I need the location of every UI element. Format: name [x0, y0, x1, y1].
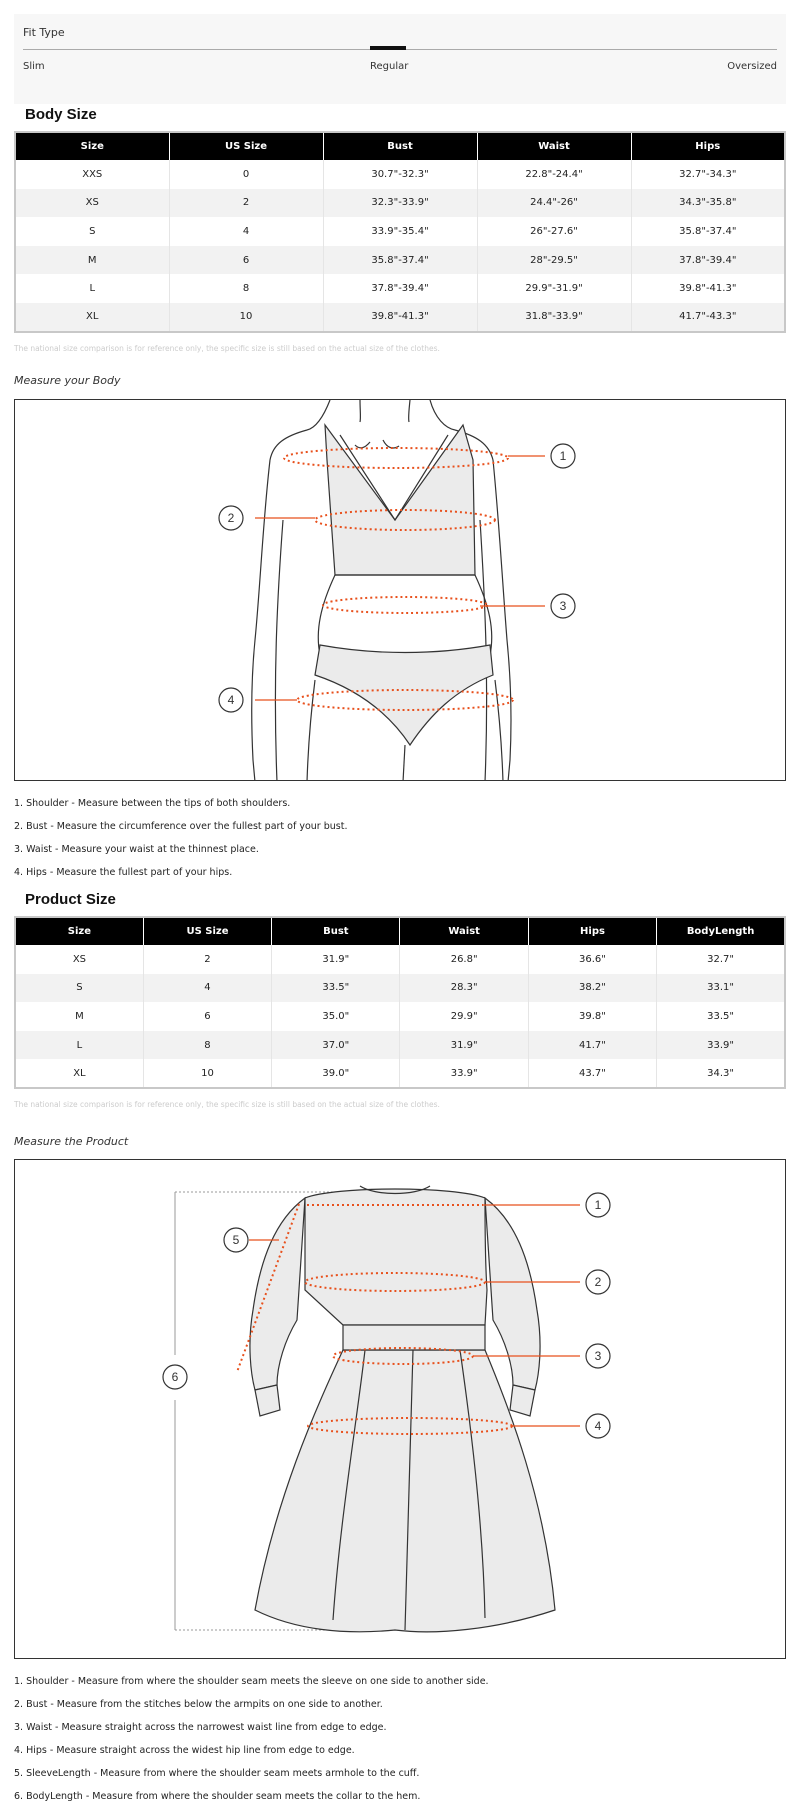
fit-type-indicator — [370, 46, 406, 50]
table-cell: 34.3" — [707, 1067, 734, 1079]
table-cell: 33.1" — [657, 974, 785, 1003]
measure-product-title: Measure the Product — [14, 1135, 129, 1148]
svg-text:4: 4 — [227, 693, 235, 707]
body-marker-4 — [219, 688, 243, 712]
column-header: Hips — [631, 132, 785, 160]
column-header: Bust — [323, 132, 477, 160]
body-instruction-4: 4. Hips - Measure the fullest part of your hips. — [14, 867, 233, 878]
table-row — [15, 217, 785, 246]
body-instruction-1: 1. Shoulder - Measure between the tips of both shoulders. — [14, 798, 291, 809]
product-marker-3 — [586, 1344, 610, 1368]
table-cell: 6 — [169, 246, 323, 275]
table-cell: 26.8" — [400, 945, 528, 974]
svg-text:2: 2 — [594, 1275, 602, 1289]
column-header: US Size — [169, 132, 323, 160]
product-instruction-2: 2. Bust - Measure from the stitches below the armpits on one side to another. — [14, 1699, 383, 1710]
table-cell: 41.7"-43.3" — [631, 303, 785, 332]
table-cell: 31.9" — [272, 945, 400, 974]
column-header: Hips — [528, 917, 656, 945]
table-cell: 28.3" — [400, 974, 528, 1003]
fit-type-title: Fit Type — [23, 26, 65, 39]
product-marker-1 — [586, 1193, 610, 1217]
product-marker-5 — [224, 1228, 248, 1252]
product-instruction-4: 4. Hips - Measure straight across the widest hip line from edge to edge. — [14, 1745, 355, 1756]
table-cell: 35.8"-37.4" — [679, 225, 737, 237]
table-cell: 43.7" — [528, 1059, 656, 1088]
body-size-table — [14, 131, 786, 333]
table-header-row — [15, 132, 785, 160]
table-cell: 33.9"-35.4" — [323, 217, 477, 246]
table-cell: 33.9" — [657, 1031, 785, 1060]
table-cell: M — [15, 1002, 143, 1031]
body-figure-illustration — [15, 400, 786, 781]
product-size-note: The national size comparison is for reference only, the specific size is still based on the actual size of the clothes. — [14, 1100, 440, 1109]
column-header: Bust — [272, 917, 400, 945]
product-size-table — [14, 916, 786, 1089]
table-row — [15, 189, 785, 218]
table-cell: 36.6" — [528, 945, 656, 974]
table-cell: 39.8"-41.3" — [679, 283, 737, 295]
body-instruction-2: 2. Bust - Measure the circumference over the fullest part of your bust. — [14, 821, 348, 832]
product-marker-2 — [586, 1270, 610, 1294]
table-cell: 35.8"-37.4" — [323, 246, 477, 275]
table-cell: L — [15, 274, 169, 303]
fit-label-slim: Slim — [23, 61, 45, 72]
product-diagram — [14, 1159, 786, 1659]
table-cell: 32.7" — [707, 953, 734, 965]
table-row — [15, 974, 785, 1003]
svg-text:4: 4 — [594, 1419, 602, 1433]
table-cell: 39.0" — [272, 1059, 400, 1088]
product-size-title: Product Size — [25, 891, 116, 908]
table-cell: 4 — [169, 217, 323, 246]
svg-text:5: 5 — [232, 1233, 240, 1247]
table-cell: 8 — [143, 1031, 271, 1060]
table-row — [15, 1059, 785, 1088]
body-diagram — [14, 399, 786, 781]
product-marker-4 — [586, 1414, 610, 1438]
body-size-note: The national size comparison is for reference only, the specific size is still based on the actual size of the clothes. — [14, 344, 440, 353]
table-row — [15, 160, 785, 189]
dress-illustration — [15, 1160, 786, 1659]
table-cell: XL — [15, 303, 169, 332]
table-cell: 22.8"-24.4" — [477, 160, 631, 189]
svg-text:1: 1 — [559, 449, 567, 463]
table-cell: 39.8" — [528, 1002, 656, 1031]
column-header: Size — [15, 917, 143, 945]
column-header: Size — [15, 132, 169, 160]
table-cell: 2 — [143, 945, 271, 974]
table-cell: 39.8"-41.3" — [323, 303, 477, 332]
table-cell: 24.4"-26" — [477, 189, 631, 218]
column-header: Waist — [477, 132, 631, 160]
fit-type-panel — [14, 14, 786, 104]
table-cell: 31.9" — [400, 1031, 528, 1060]
column-header: US Size — [143, 917, 271, 945]
table-cell: 10 — [169, 303, 323, 332]
product-instruction-6: 6. BodyLength - Measure from where the shoulder seam meets the collar to the hem. — [14, 1791, 421, 1802]
table-row — [15, 246, 785, 275]
table-row — [15, 1031, 785, 1060]
table-cell: 31.8"-33.9" — [477, 303, 631, 332]
table-cell: S — [15, 217, 169, 246]
table-cell: 32.7"-34.3" — [679, 168, 737, 180]
fit-label-oversized: Oversized — [727, 61, 777, 72]
table-row — [15, 945, 785, 974]
table-cell: M — [15, 246, 169, 275]
table-cell: 33.9" — [400, 1059, 528, 1088]
table-cell: 8 — [169, 274, 323, 303]
table-cell: XL — [15, 1059, 143, 1088]
table-cell: 41.7" — [528, 1031, 656, 1060]
table-cell: 29.9" — [400, 1002, 528, 1031]
table-cell: 10 — [143, 1059, 271, 1088]
body-marker-2 — [219, 506, 243, 530]
table-cell: S — [15, 974, 143, 1003]
table-cell: 4 — [143, 974, 271, 1003]
table-cell: 28"-29.5" — [477, 246, 631, 275]
table-cell: 33.5" — [707, 1010, 734, 1022]
measure-body-title: Measure your Body — [14, 374, 121, 387]
table-cell: L — [15, 1031, 143, 1060]
body-marker-3 — [551, 594, 575, 618]
table-cell: 37.8"-39.4" — [323, 274, 477, 303]
product-marker-6 — [163, 1365, 187, 1389]
table-cell: XS — [15, 945, 143, 974]
svg-text:3: 3 — [559, 599, 567, 613]
body-size-title: Body Size — [25, 106, 97, 123]
table-cell: 29.9"-31.9" — [477, 274, 631, 303]
table-cell: 26"-27.6" — [477, 217, 631, 246]
table-cell: 32.3"-33.9" — [323, 189, 477, 218]
table-cell: XS — [15, 189, 169, 218]
table-cell: 37.0" — [272, 1031, 400, 1060]
product-instruction-5: 5. SleeveLength - Measure from where the shoulder seam meets armhole to the cuff. — [14, 1768, 420, 1779]
table-row — [15, 1002, 785, 1031]
svg-text:6: 6 — [171, 1370, 179, 1384]
table-cell: 37.8"-39.4" — [631, 246, 785, 275]
table-cell: 0 — [169, 160, 323, 189]
table-cell: 33.5" — [272, 974, 400, 1003]
table-cell: 34.3"-35.8" — [631, 189, 785, 218]
table-header-row — [15, 917, 785, 945]
table-cell: 38.2" — [528, 974, 656, 1003]
fit-label-regular: Regular — [370, 61, 409, 72]
column-header: BodyLength — [657, 917, 785, 945]
table-cell: 6 — [143, 1002, 271, 1031]
product-instruction-1: 1. Shoulder - Measure from where the shoulder seam meets the sleeve on one side to another side. — [14, 1676, 489, 1687]
table-cell: 2 — [169, 189, 323, 218]
table-row — [15, 274, 785, 303]
svg-text:1: 1 — [594, 1198, 602, 1212]
table-cell: 35.0" — [272, 1002, 400, 1031]
body-marker-1 — [551, 444, 575, 468]
svg-text:2: 2 — [227, 511, 235, 525]
product-instruction-3: 3. Waist - Measure straight across the narrowest waist line from edge to edge. — [14, 1722, 387, 1733]
table-cell: 30.7"-32.3" — [323, 160, 477, 189]
column-header: Waist — [400, 917, 528, 945]
svg-text:3: 3 — [594, 1349, 602, 1363]
table-cell: XXS — [15, 160, 169, 189]
body-instruction-3: 3. Waist - Measure your waist at the thinnest place. — [14, 844, 259, 855]
table-row — [15, 303, 785, 332]
